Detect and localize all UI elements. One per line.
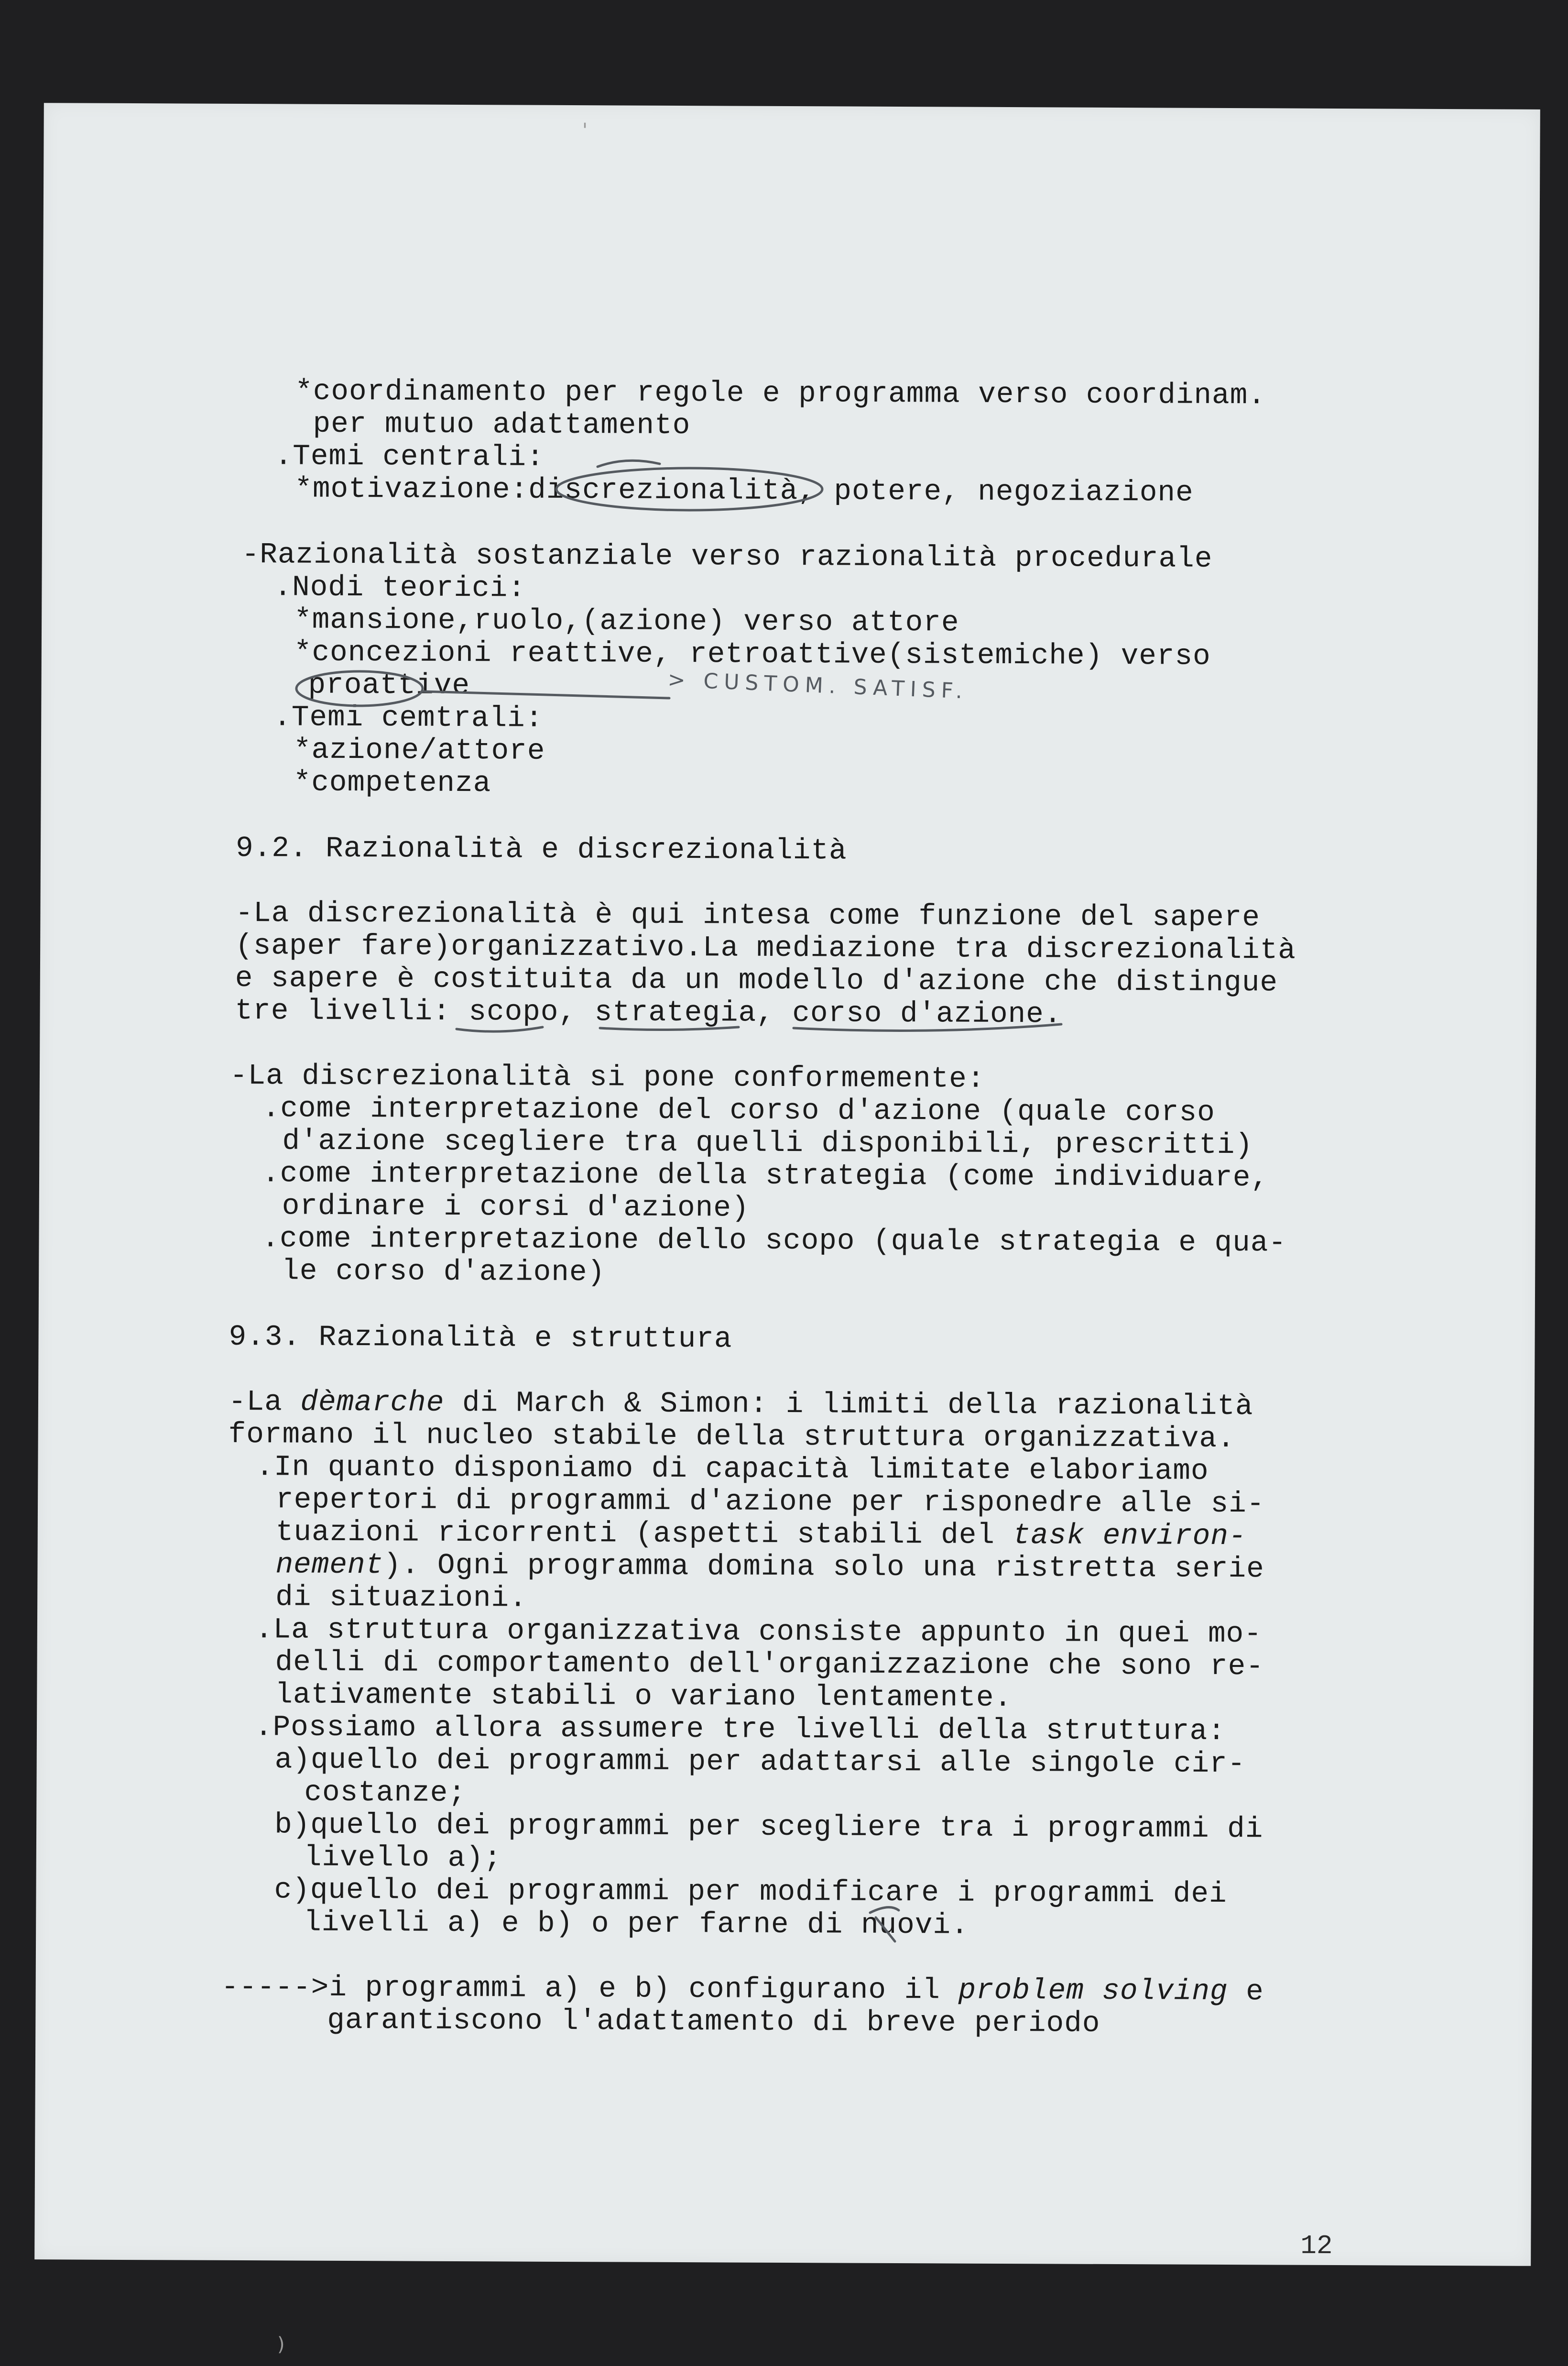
text-line: tuazioni ricorrenti (aspetti stabili del task environ- [275,1516,1247,1554]
text-line: .come interpretazione dello scopo (quale strategia e qua- [261,1222,1287,1260]
text-line: .In quanto disponiamo di capacità limitate elaboriamo [256,1451,1209,1488]
text-line: costanze; [304,1776,467,1810]
text-line: .come interpretazione del corso d'azione (quale corso [262,1092,1215,1129]
text-line: delli di comportamento dell'organizzazione che sono re- [275,1646,1264,1684]
text-line: formano il nucleo stabile della struttura organizzativa. [228,1418,1235,1456]
text-line: *competenza [293,766,491,800]
text-line: -La discrezionalità è qui intesa come funzione del sapere [235,897,1261,935]
text-line: .Temi cemtrali: [273,701,544,735]
text-line: lativamente stabili o variano lentamente. [275,1678,1013,1715]
text-line: *concezioni reattive, retroattive(sistemiche) verso [294,636,1211,673]
text-line: d'azione scegliere tra quelli disponibili, prescritti) [282,1125,1253,1162]
text-line: a)quello dei programmi per adattarsi alle singole cir- [274,1743,1246,1781]
text-line: .Possiamo allora assumere tre livelli della struttura: [254,1711,1226,1749]
text-line: *coordinamento per regole e programma verso coordinam. [295,375,1266,413]
text-line: -La dèmarche di March & Simon: i limiti della razionalità [228,1385,1253,1424]
text-line: ordinare i corsi d'azione) [282,1190,750,1225]
text-line: *motivazione:discrezionalità, potere, negoziazione [294,472,1194,510]
text-line: .Temi centrali: [274,440,544,474]
section-heading: 9.3. Razionalità e struttura [229,1320,732,1356]
section-heading: 9.2. Razionalità e discrezionalità [235,832,847,868]
paper-speck: ) [277,2333,285,2355]
text-line: di situazioni. [275,1581,527,1615]
text-line: proattive [308,668,470,703]
paper-speck: ' [582,120,588,142]
text-line: tre livelli: scopo, strategia, corso d'azione. [235,994,1062,1031]
text-line: ----->i programmi a) e b) configurano il problem solving e [221,1971,1264,2009]
text-line: c)quello dei programmi per modificare i programmi dei [274,1873,1227,1911]
text-line: garantiscono l'adattamento di breve periodo [327,2004,1100,2040]
text-line: livelli a) e b) o per farne di nuovi. [304,1906,969,1942]
text-line: *mansione,ruolo,(azione) verso attore [294,603,959,640]
text-line: -La discrezionalità si pone conformemente: [229,1059,985,1096]
text-line: e sapere è costituita da un modello d'azione che distingue [235,962,1278,1000]
text-line: -Razionalità sostanziale verso razionalità procedurale [241,538,1213,576]
text-line: .La struttura organizzativa consiste appunto in quei mo- [255,1613,1262,1651]
text-line: nement). Ogni programma domina solo una ristretta serie [275,1548,1264,1586]
text-line: .Nodi teorici: [274,571,526,605]
text-line: per mutuo adattamento [294,407,691,443]
text-line: le corso d'azione) [282,1255,606,1290]
document-page [34,103,1540,2266]
text-line: livello a); [304,1841,502,1875]
text-line: b)quello dei programmi per scegliere tra i programmi di [274,1808,1263,1846]
text-line: repertori di programmi d'azione per risponedre alle si- [275,1483,1265,1521]
text-line: .come interpretazione della strategia (come individuare, [261,1157,1269,1195]
text-line: *azione/attore [293,734,545,768]
page-number: 12 [1300,2230,1333,2261]
handwritten-note: > CUSTOM. SATISF. [667,667,969,704]
text-line: (saper fare)organizzativo.La mediazione tra discrezionalità [235,929,1296,967]
